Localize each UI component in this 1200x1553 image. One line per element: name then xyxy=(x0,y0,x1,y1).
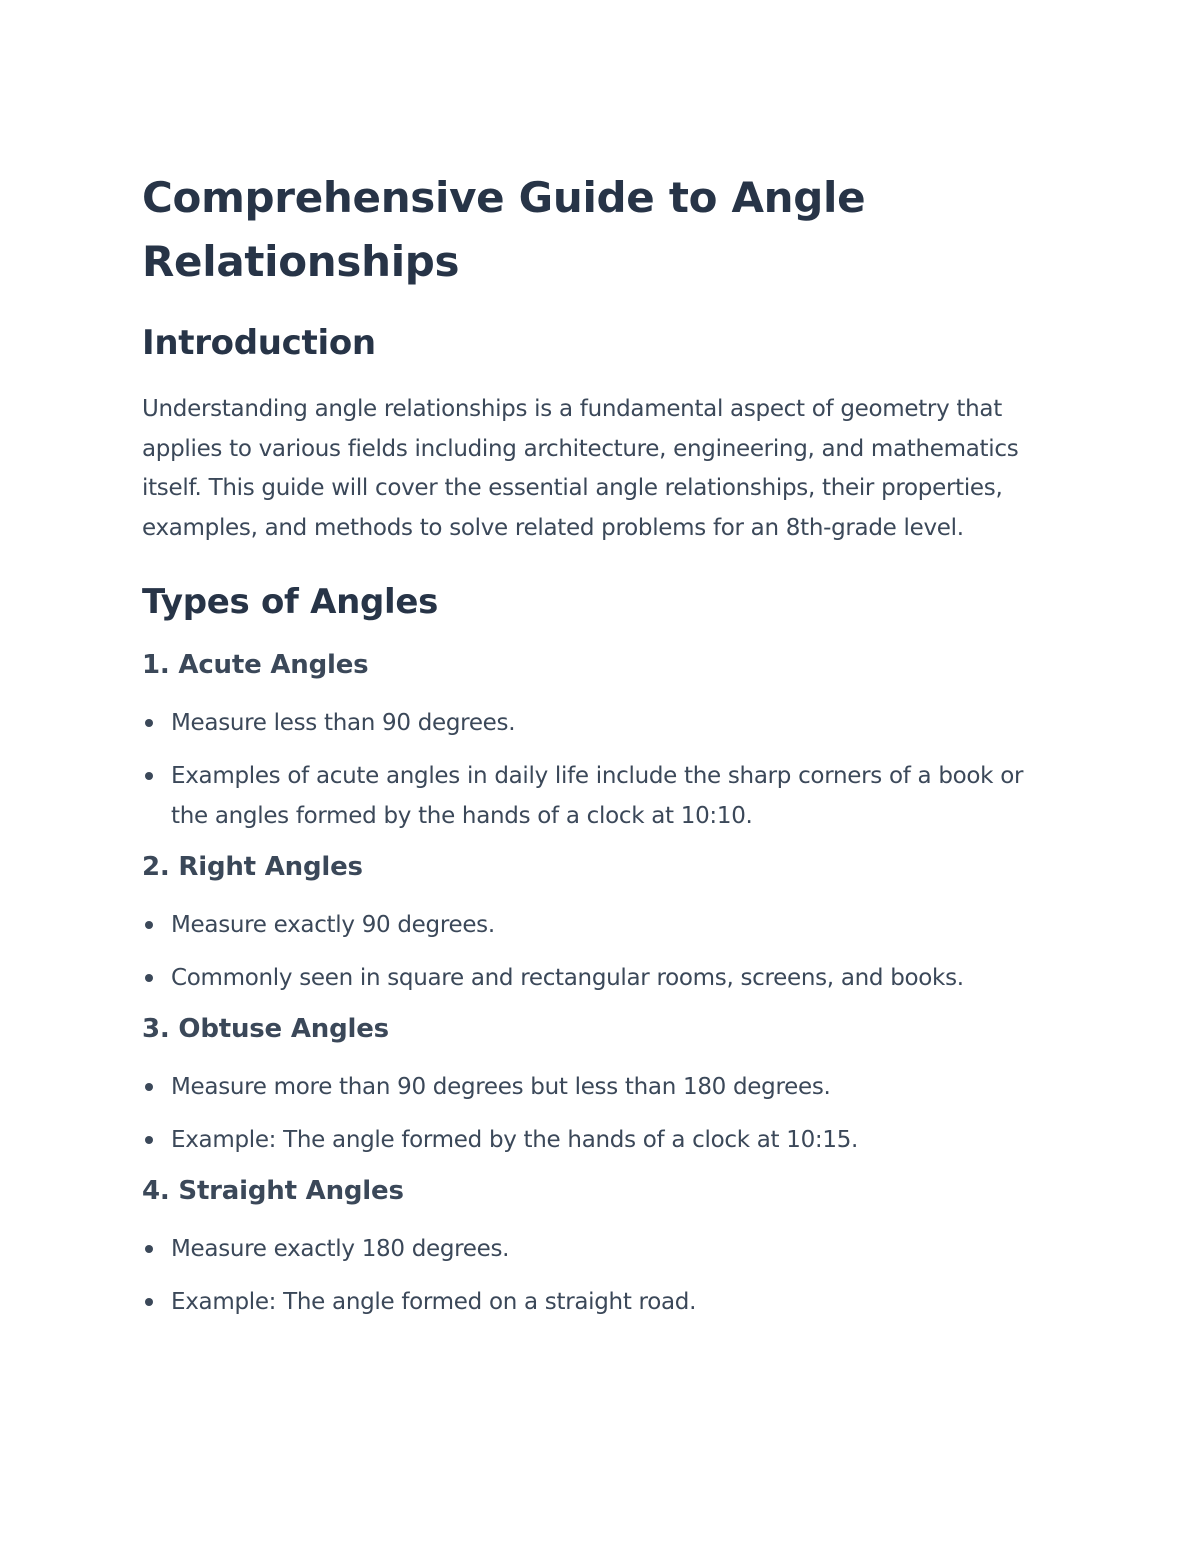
bullet-dot-icon xyxy=(145,1298,153,1306)
bullet-dot-icon xyxy=(145,772,153,780)
bullet-dot-icon xyxy=(145,921,153,929)
introduction-heading: Introduction xyxy=(142,323,376,363)
list-item xyxy=(142,1282,1050,1322)
list-item xyxy=(142,1120,1050,1160)
list-item xyxy=(142,958,1050,998)
bullet-list xyxy=(142,703,1050,836)
page-title: Comprehensive Guide to Angle Relationships xyxy=(142,173,866,286)
list-item-text: Example: The angle formed by the hands of a clock at 10:15. xyxy=(171,1127,859,1153)
section-acute-angles xyxy=(142,647,1050,836)
section-heading: 3. Obtuse Angles xyxy=(142,1014,389,1044)
section-heading: 4. Straight Angles xyxy=(142,1176,404,1206)
title-block xyxy=(142,166,1050,294)
bullet-list xyxy=(142,1229,1050,1322)
bullet-dot-icon xyxy=(145,1136,153,1144)
introduction-paragraph: Understanding angle relationships is a fundamental aspect of geometry that applies to various fields including architecture, engineering, and mathematics itself. This guide will cover the essential angle relationships, their properties, examples, and methods to solve related problems for an 8th-grade level. xyxy=(142,396,1019,541)
types-of-angles-heading: Types of Angles xyxy=(142,582,439,622)
list-item xyxy=(142,756,1050,836)
section-heading: 1. Acute Angles xyxy=(142,650,369,680)
bullet-dot-icon xyxy=(145,1083,153,1091)
list-item xyxy=(142,1229,1050,1269)
bullet-dot-icon xyxy=(145,1245,153,1253)
bullet-dot-icon xyxy=(145,719,153,727)
bullet-list xyxy=(142,1067,1050,1160)
list-item-text: Measure less than 90 degrees. xyxy=(171,710,516,736)
list-item-text: Examples of acute angles in daily life include the sharp corners of a book or the angles formed by the hands of a clock at 10:10. xyxy=(171,763,1024,829)
list-item-text: Measure exactly 90 degrees. xyxy=(171,912,495,938)
section-heading: 2. Right Angles xyxy=(142,852,363,882)
list-item xyxy=(142,703,1050,743)
list-item-text: Example: The angle formed on a straight road. xyxy=(171,1289,697,1315)
section-right-angles xyxy=(142,849,1050,998)
list-item xyxy=(142,1067,1050,1107)
bullet-list xyxy=(142,905,1050,998)
list-item-text: Measure more than 90 degrees but less than 180 degrees. xyxy=(171,1074,831,1100)
list-item xyxy=(142,905,1050,945)
bullet-dot-icon xyxy=(145,974,153,982)
section-obtuse-angles xyxy=(142,1011,1050,1160)
section-straight-angles xyxy=(142,1173,1050,1322)
list-item-text: Measure exactly 180 degrees. xyxy=(171,1236,510,1262)
list-item-text: Commonly seen in square and rectangular rooms, screens, and books. xyxy=(171,965,964,991)
